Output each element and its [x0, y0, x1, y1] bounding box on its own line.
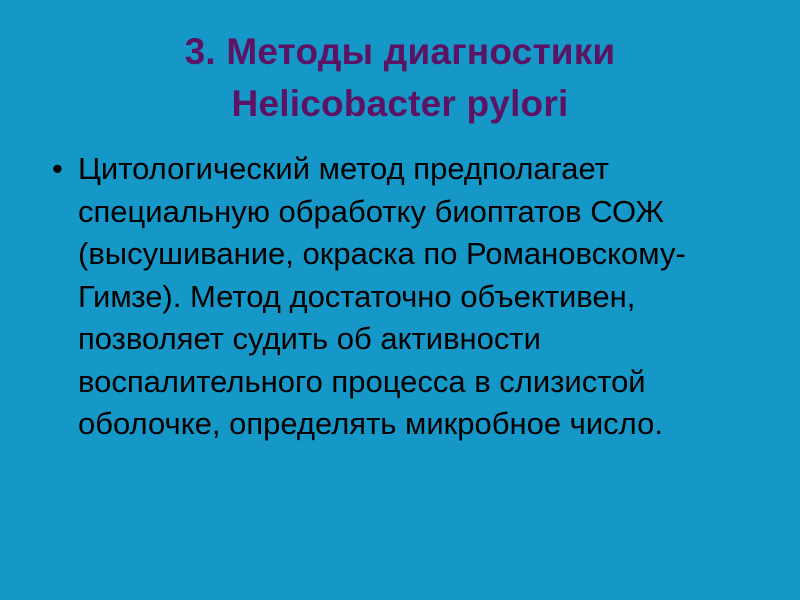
bullet-marker: • [52, 151, 63, 186]
slide-content [48, 148, 748, 446]
bullet-text: Цитологический метод предполагает специальную обработку биоптатов СОЖ (высушивание, окраска по Романовскому-Гимзе). Метод достаточно объективен, позволяет судить об активности воспалительного процесса в слизистой оболочке, определять микробное число. [78, 151, 686, 441]
slide-title-line-2: Helicobacter pylori [231, 83, 569, 124]
bullet-item [48, 148, 748, 446]
slide-title-line-1: 3. Методы диагностики [184, 31, 616, 72]
slide-title [40, 26, 760, 130]
